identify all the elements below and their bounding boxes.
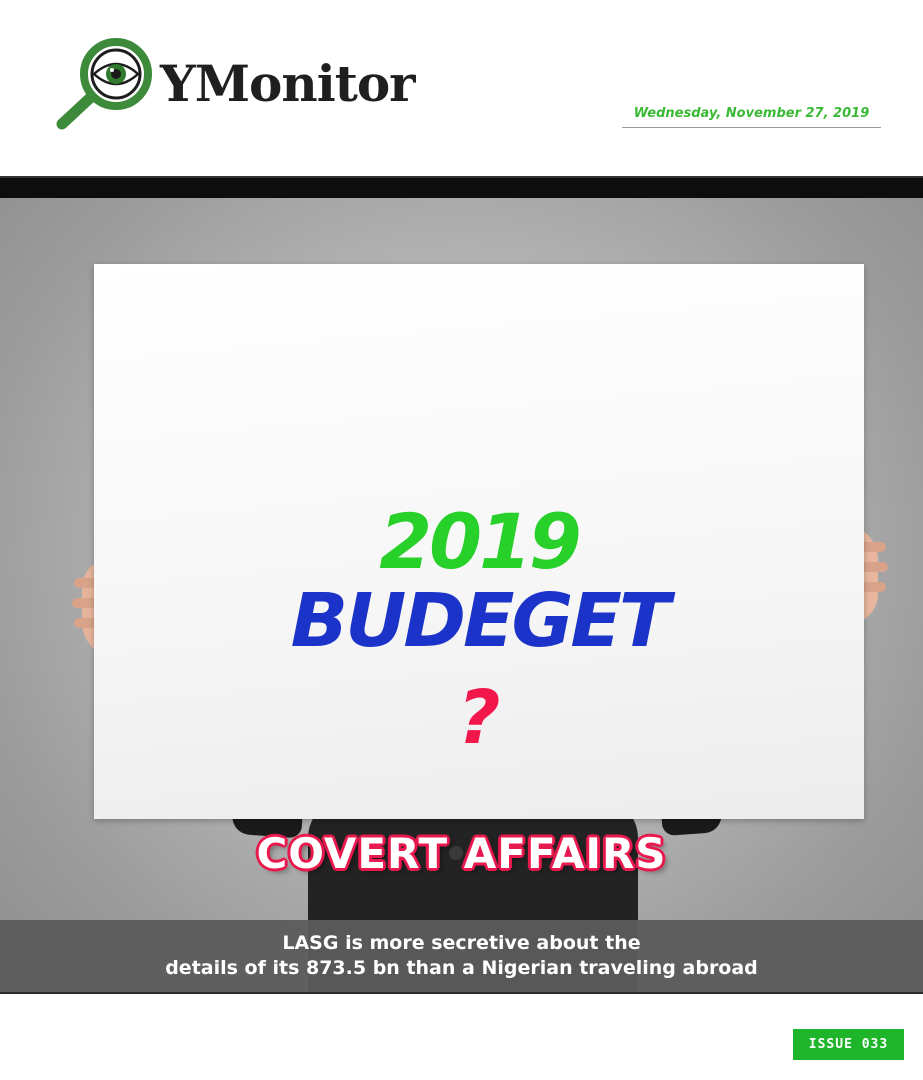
hero-top-bar [0, 176, 923, 198]
logo-wordmark: YMonitor [160, 54, 415, 113]
caption-line-2: details of its 873.5 bn than a Nigerian traveling abroad [165, 957, 758, 979]
caption-line-1: LASG is more secretive about the [282, 932, 641, 954]
masthead [0, 0, 923, 176]
hero-cover [0, 176, 923, 994]
brand-logo[interactable] [48, 32, 508, 132]
sign-year-text: 2019 [379, 497, 579, 586]
sign-question-mark: ? [457, 675, 501, 761]
protest-sign [94, 264, 864, 819]
publication-date: Wednesday, November 27, 2019 [622, 106, 881, 128]
issue-number-badge: ISSUE 033 [793, 1029, 904, 1060]
magnifying-glass-eye-icon [48, 32, 168, 132]
sign-budget-text: BUDEGET [290, 578, 668, 664]
covert-affairs-title: COVERT AFFAIRS [256, 829, 667, 878]
headline-caption[interactable] [0, 920, 923, 994]
